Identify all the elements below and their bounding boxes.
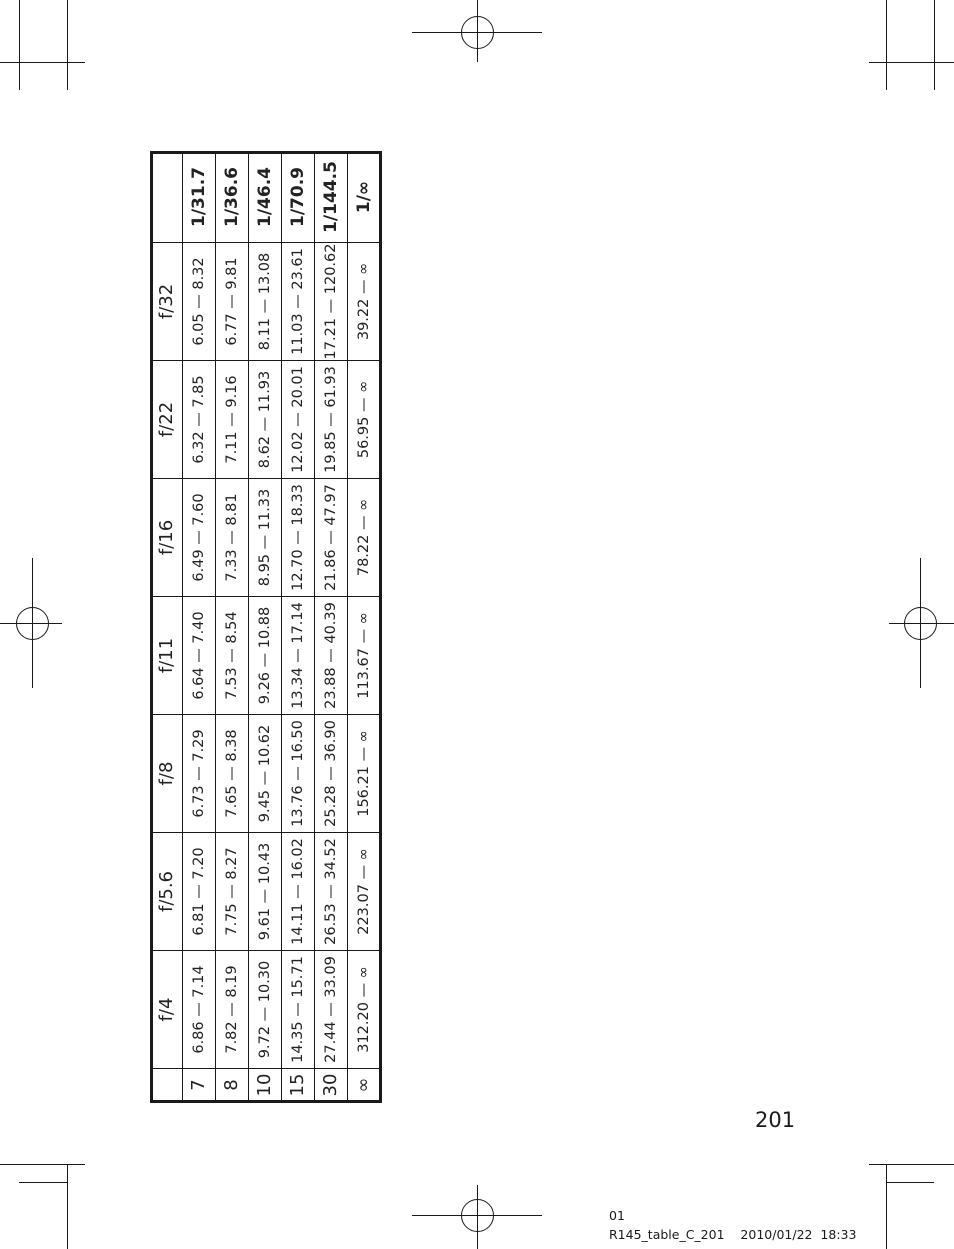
table-row <box>281 152 314 1102</box>
range-cell: 78.22 — ∞ <box>347 479 380 597</box>
distance-cell: 10 <box>248 1069 281 1102</box>
header-cell: f/32 <box>152 243 183 361</box>
depth-of-field-table-container <box>151 152 381 1102</box>
ratio-cell: 1/∞ <box>347 152 380 243</box>
distance-cell: 15 <box>281 1069 314 1102</box>
footer-job-code: 01 <box>609 1208 625 1223</box>
ratio-cell: 1/46.4 <box>248 152 281 243</box>
header-cell: f/11 <box>152 597 183 715</box>
table-row <box>182 152 215 1102</box>
table-row <box>248 152 281 1102</box>
header-cell <box>152 1069 183 1102</box>
range-cell: 11.03 — 23.61 <box>281 243 314 361</box>
range-cell: 56.95 — ∞ <box>347 361 380 479</box>
range-cell: 7.65 — 8.38 <box>215 715 248 833</box>
range-cell: 21.86 — 47.97 <box>314 479 347 597</box>
range-cell: 9.26 — 10.88 <box>248 597 281 715</box>
range-cell: 39.22 — ∞ <box>347 243 380 361</box>
range-cell: 6.86 — 7.14 <box>182 951 215 1069</box>
range-cell: 7.11 — 9.16 <box>215 361 248 479</box>
range-cell: 8.11 — 13.08 <box>248 243 281 361</box>
range-cell: 6.32 — 7.85 <box>182 361 215 479</box>
header-cell: f/5.6 <box>152 833 183 951</box>
range-cell: 9.45 — 10.62 <box>248 715 281 833</box>
distance-cell: 8 <box>215 1069 248 1102</box>
range-cell: 12.02 — 20.01 <box>281 361 314 479</box>
header-cell <box>152 152 183 243</box>
range-cell: 17.21 — 120.62 <box>314 243 347 361</box>
range-cell: 6.64 — 7.40 <box>182 597 215 715</box>
range-cell: 13.34 — 17.14 <box>281 597 314 715</box>
distance-cell: ∞ <box>347 1069 380 1102</box>
depth-of-field-table <box>151 152 381 1102</box>
table-header-row <box>152 152 183 1102</box>
range-cell: 13.76 — 16.50 <box>281 715 314 833</box>
range-cell: 156.21 — ∞ <box>347 715 380 833</box>
range-cell: 23.88 — 40.39 <box>314 597 347 715</box>
range-cell: 8.62 — 11.93 <box>248 361 281 479</box>
range-cell: 6.77 — 9.81 <box>215 243 248 361</box>
table-row <box>215 152 248 1102</box>
range-cell: 312.20 — ∞ <box>347 951 380 1069</box>
ratio-cell: 1/70.9 <box>281 152 314 243</box>
range-cell: 19.85 — 61.93 <box>314 361 347 479</box>
range-cell: 6.81 — 7.20 <box>182 833 215 951</box>
distance-cell: 7 <box>182 1069 215 1102</box>
range-cell: 9.61 — 10.43 <box>248 833 281 951</box>
table-row <box>314 152 347 1102</box>
ratio-cell: 1/31.7 <box>182 152 215 243</box>
range-cell: 8.95 — 11.33 <box>248 479 281 597</box>
footer-file-info: R145_table_C_201 2010/01/22 18:33 <box>609 1227 857 1242</box>
range-cell: 6.05 — 8.32 <box>182 243 215 361</box>
range-cell: 14.35 — 15.71 <box>281 951 314 1069</box>
table-row <box>347 152 380 1102</box>
range-cell: 25.28 — 36.90 <box>314 715 347 833</box>
range-cell: 6.49 — 7.60 <box>182 479 215 597</box>
ratio-cell: 1/144.5 <box>314 152 347 243</box>
header-cell: f/8 <box>152 715 183 833</box>
range-cell: 26.53 — 34.52 <box>314 833 347 951</box>
header-cell: f/4 <box>152 951 183 1069</box>
range-cell: 14.11 — 16.02 <box>281 833 314 951</box>
range-cell: 6.73 — 7.29 <box>182 715 215 833</box>
range-cell: 12.70 — 18.33 <box>281 479 314 597</box>
page-number: 201 <box>755 1108 796 1132</box>
range-cell: 223.07 — ∞ <box>347 833 380 951</box>
header-cell: f/16 <box>152 479 183 597</box>
range-cell: 27.44 — 33.09 <box>314 951 347 1069</box>
range-cell: 7.53 — 8.54 <box>215 597 248 715</box>
range-cell: 7.33 — 8.81 <box>215 479 248 597</box>
range-cell: 7.75 — 8.27 <box>215 833 248 951</box>
distance-cell: 30 <box>314 1069 347 1102</box>
range-cell: 7.82 — 8.19 <box>215 951 248 1069</box>
header-cell: f/22 <box>152 361 183 479</box>
range-cell: 9.72 — 10.30 <box>248 951 281 1069</box>
range-cell: 113.67 — ∞ <box>347 597 380 715</box>
ratio-cell: 1/36.6 <box>215 152 248 243</box>
